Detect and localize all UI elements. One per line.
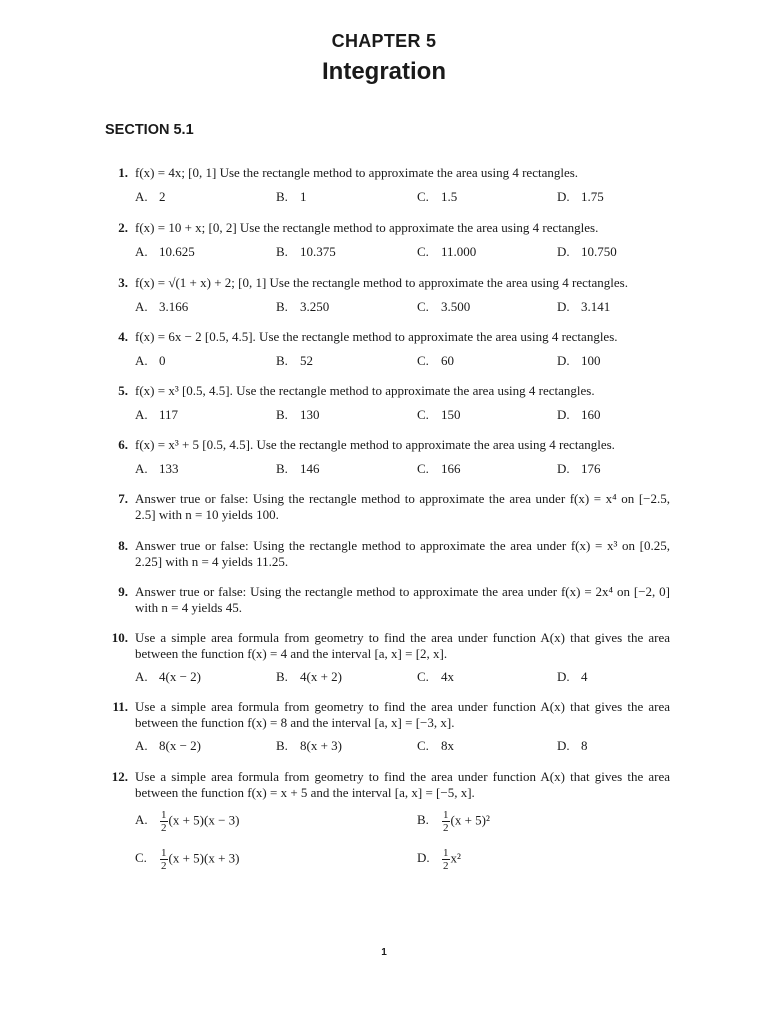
question-text: f(x) = 4x; [0, 1] Use the rectangle method to approximate the area using 4 rectangles. [135,165,579,180]
option-d: D. 100 [557,353,601,368]
question-number: 9. [118,584,128,599]
option-d: D. 10.750 [557,244,617,259]
option-d: D. 1.75 [557,189,604,204]
question-text: f(x) = 6x − 2 [0.5, 4.5]. Use the rectangle method to approximate the area using 4 rectangles. [135,329,618,344]
option-b: B. 4(x + 2) [276,669,342,684]
question-text: Use a simple area formula from geometry to find the area under function A(x) that gives the area between the function f(x) = 8 and the interval [a, x] = [−3, x]. [135,699,670,730]
option-b: B. 52 [276,353,313,368]
option-c: C. 1.5 [417,189,458,204]
option-b: B. 146 [276,461,320,476]
option-c: C. 60 [417,353,454,368]
option-a: A. $\frac{1}{2}$ (x + 5)(x − 3) [135,809,240,834]
fraction: $\frac{1}{2}$ [443,809,449,834]
answer-options [135,738,670,754]
answer-options [135,353,670,369]
option-d: D. 160 [557,407,601,422]
question-text: Use a simple area formula from geometry to find the area under function A(x) that gives the area between the function f(x) = x + 5 and the interval [a, x] = [−5, x]. [135,769,670,800]
question-number: 5. [118,383,128,398]
question-text: Use a simple area formula from geometry to find the area under function A(x) that gives the area between the function f(x) = 4 and the interval [a, x] = [2, x]. [135,630,670,661]
answer-options [135,805,670,841]
answer-options [135,461,670,477]
option-b: B. 130 [276,407,320,422]
option-b: B. 8(x + 3) [276,738,342,753]
option-a: A. 3.166 [135,299,189,314]
option-d: D. 8 [557,738,588,753]
answer-options [135,669,670,685]
option-a: A. 10.625 [135,244,195,259]
option-c: C. 166 [417,461,461,476]
option-c: C. 3.500 [417,299,471,314]
question-number: 7. [118,491,128,506]
option-d: D. $\frac{1}{2}$ x² [417,847,461,872]
fraction: $\frac{1}{2}$ [161,847,167,872]
option-a: A. 117 [135,407,179,422]
question-number: 11. [112,699,128,714]
answer-options [135,407,670,423]
answer-options [135,299,670,315]
question-text: Answer true or false: Using the rectangle method to approximate the area under f(x) = 2x⁴ on [−2, 0] with n = 4 yields 45. [135,584,670,615]
page-number: 1 [381,947,387,958]
option-a: A. 4(x − 2) [135,669,201,684]
question-text: f(x) = x³ [0.5, 4.5]. Use the rectangle method to approximate the area using 4 rectangles. [135,383,595,398]
answer-options [135,189,670,205]
option-c: C. 11.000 [417,244,477,259]
question-number: 1. [118,165,128,180]
question-number: 8. [118,538,128,553]
option-b: B. 3.250 [276,299,330,314]
option-a: A. 8(x − 2) [135,738,201,753]
option-b: B. 10.375 [276,244,336,259]
option-c: C. $\frac{1}{2}$ (x + 5)(x + 3) [135,847,240,872]
question-number: 4. [118,329,128,344]
question-text: f(x) = 10 + x; [0, 2] Use the rectangle method to approximate the area using 4 rectangles. [135,220,599,235]
option-a: A. 0 [135,353,166,368]
option-d: D. 176 [557,461,601,476]
fraction: $\frac{1}{2}$ [161,809,167,834]
chapter-title: Integration [322,58,446,85]
option-c: C. 150 [417,407,461,422]
question-text: Answer true or false: Using the rectangle method to approximate the area under f(x) = x⁴ on [−2.5, 2.5] with n = 10 yields 100. [135,491,670,522]
section-heading: SECTION 5.1 [105,122,194,138]
option-d: D. 3.141 [557,299,611,314]
option-c: C. 8x [417,738,454,753]
question-text: Answer true or false: Using the rectangle method to approximate the area under f(x) = x³ on [0.25, 2.25] with n = 4 yields 11.25. [135,538,670,569]
question-number: 2. [118,220,128,235]
question-number: 12. [111,769,128,784]
option-a: A. 133 [135,461,179,476]
option-d: D. 4 [557,669,588,684]
answer-options [135,244,670,260]
fraction: $\frac{1}{2}$ [443,847,449,872]
option-b: B. $\frac{1}{2}$ (x + 5)² [417,809,490,834]
option-a: A. 2 [135,189,166,204]
answer-options [135,843,670,879]
question-text: f(x) = x³ + 5 [0.5, 4.5]. Use the rectangle method to approximate the area using 4 rectangles. [135,437,615,452]
question-text: f(x) = √(1 + x) + 2; [0, 1] Use the rectangle method to approximate the area using 4 rectangles. [135,275,628,290]
option-c: C. 4x [417,669,454,684]
option-b: B. 1 [276,189,307,204]
chapter-label: CHAPTER 5 [331,31,437,51]
question-number: 6. [118,437,128,452]
question-number: 3. [118,275,128,290]
question-number: 10. [111,630,128,645]
